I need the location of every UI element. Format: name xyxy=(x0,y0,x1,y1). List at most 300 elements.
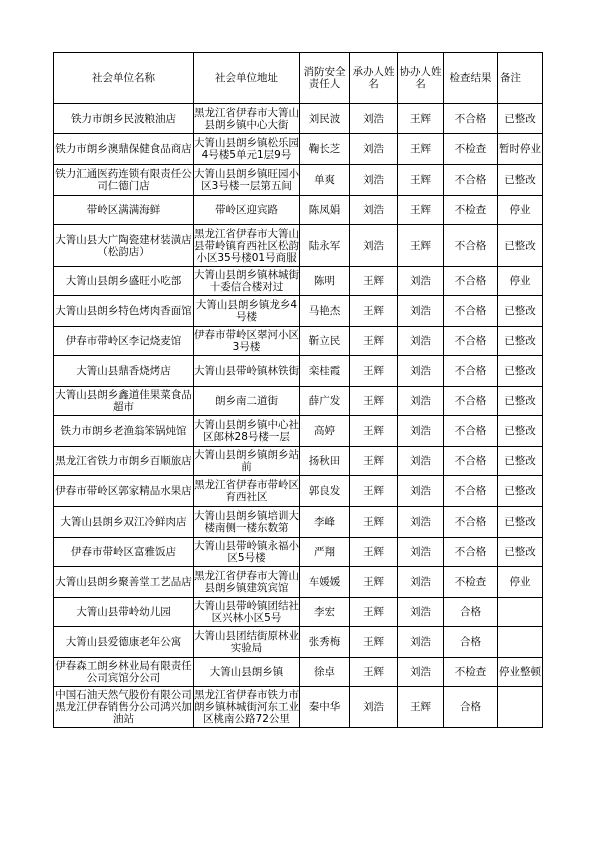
table-row xyxy=(54,507,543,538)
table-row xyxy=(54,567,543,598)
note-text: 已整改 xyxy=(504,395,536,407)
cell-assistant xyxy=(398,104,444,134)
inspection-result-text: 合格 xyxy=(460,636,481,648)
cell-inspection-result xyxy=(444,658,498,687)
cell-handler xyxy=(350,267,398,296)
cell-note xyxy=(498,327,543,356)
cell-assistant xyxy=(398,627,444,658)
header-result: 检查结果 xyxy=(444,53,498,104)
assistant-text: 刘浩 xyxy=(410,576,431,588)
inspection-result-text: 不合格 xyxy=(454,275,487,287)
handler-text: 王辉 xyxy=(363,305,384,317)
cell-handler xyxy=(350,134,398,165)
unit-address-text: 黑龙江省伊春市大箐山县带岭镇育西社区松韵小区35号楼01号商服 xyxy=(194,227,299,264)
cell-unit-address xyxy=(194,196,300,225)
unit-name-text: 伊春森工朗乡林业局有限责任公司宾馆分公司 xyxy=(55,660,192,684)
cell-note xyxy=(498,267,543,296)
cell-handler xyxy=(350,225,398,267)
unit-address-text: 大箐山县朗乡镇 xyxy=(209,666,284,678)
inspection-result-text: 合格 xyxy=(460,606,481,618)
inspection-result-text: 不合格 xyxy=(454,365,487,377)
unit-address-text: 黑龙江省伊春市铁力市朗乡镇林城街河东工业区桃南公路72公里 xyxy=(194,689,299,725)
cell-unit-address xyxy=(194,416,300,447)
unit-name-text: 大箐山县爱德康老年公寓 xyxy=(65,636,182,648)
unit-address-text: 大箐山县朗乡镇龙乡4号楼 xyxy=(195,299,298,323)
inspection-result-text: 不合格 xyxy=(454,112,487,125)
cell-assistant xyxy=(398,387,444,416)
handler-text: 王辉 xyxy=(363,335,384,347)
assistant-text: 刘浩 xyxy=(410,485,431,497)
cell-inspection-result xyxy=(444,327,498,356)
cell-unit-address xyxy=(194,476,300,507)
cell-handler xyxy=(350,476,398,507)
assistant-text: 刘浩 xyxy=(410,516,431,528)
cell-note xyxy=(498,225,543,267)
cell-inspection-result xyxy=(444,416,498,447)
note-text: 已整改 xyxy=(504,305,536,317)
handler-text: 刘浩 xyxy=(363,239,384,252)
cell-inspection-result xyxy=(444,134,498,165)
table-row xyxy=(54,387,543,416)
safety-person-text: 栾桂霞 xyxy=(308,365,341,377)
cell-handler xyxy=(350,104,398,134)
cell-inspection-result xyxy=(444,598,498,627)
cell-unit-address xyxy=(194,598,300,627)
cell-note xyxy=(498,165,543,196)
unit-name-text: 铁力市朗乡民波粮油店 xyxy=(71,112,176,125)
note-text: 已整改 xyxy=(504,485,536,497)
cell-assistant xyxy=(398,356,444,387)
unit-name-text: 大箐山县朗乡聚善堂工艺品店 xyxy=(55,576,192,588)
safety-person-text: 高婷 xyxy=(314,425,335,437)
cell-unit-name xyxy=(54,447,194,476)
cell-inspection-result xyxy=(444,567,498,598)
unit-address-text: 黑龙江省伊春市大箐山县朗乡镇建筑宾馆 xyxy=(194,570,299,594)
cell-unit-name xyxy=(54,104,194,134)
cell-inspection-result xyxy=(444,538,498,567)
handler-text: 王辉 xyxy=(363,365,384,377)
inspection-result-text: 不合格 xyxy=(454,455,487,467)
safety-person-text: 靳立民 xyxy=(308,335,341,347)
cell-note xyxy=(498,627,543,658)
cell-handler xyxy=(350,416,398,447)
cell-assistant xyxy=(398,538,444,567)
inspection-result-text: 不合格 xyxy=(454,239,487,252)
cell-unit-address xyxy=(194,538,300,567)
safety-person-text: 李宏 xyxy=(314,606,335,618)
unit-address-text: 黑龙江省伊春市带岭区育西社区 xyxy=(194,479,299,503)
unit-name-text: 伊春市带岭区李记烧麦馆 xyxy=(65,335,182,347)
handler-text: 王辉 xyxy=(363,576,384,588)
cell-handler xyxy=(350,627,398,658)
cell-inspection-result xyxy=(444,225,498,267)
note-text: 停业整顿 xyxy=(499,666,541,678)
cell-note xyxy=(498,104,543,134)
cell-assistant xyxy=(398,476,444,507)
cell-assistant xyxy=(398,134,444,165)
inspection-result-text: 不合格 xyxy=(454,395,487,407)
unit-address-text: 大箐山县团结街原林业实验局 xyxy=(194,630,299,654)
cell-unit-name xyxy=(54,416,194,447)
cell-assistant xyxy=(398,416,444,447)
handler-text: 王辉 xyxy=(363,606,384,618)
cell-unit-name xyxy=(54,538,194,567)
table-row xyxy=(54,104,543,134)
note-text: 已整改 xyxy=(504,546,536,558)
cell-assistant xyxy=(398,598,444,627)
cell-assistant xyxy=(398,507,444,538)
cell-unit-name xyxy=(54,296,194,327)
note-text: 停业 xyxy=(509,204,531,216)
cell-unit-address xyxy=(194,225,300,267)
note-text: 停业 xyxy=(509,275,531,287)
cell-assistant xyxy=(398,658,444,687)
cell-handler xyxy=(350,687,398,728)
header-assistant: 协办人姓名 xyxy=(398,53,444,104)
unit-name-text: 伊春市带岭区郭家精品水果店 xyxy=(55,485,192,497)
cell-inspection-result xyxy=(444,447,498,476)
cell-note xyxy=(498,507,543,538)
unit-address-text: 大箐山县朗乡镇旺园小区3号楼一层第五间 xyxy=(194,168,299,192)
cell-handler xyxy=(350,447,398,476)
cell-assistant xyxy=(398,567,444,598)
cell-note xyxy=(498,296,543,327)
inspection-table xyxy=(53,52,543,728)
cell-unit-address xyxy=(194,356,300,387)
cell-unit-address xyxy=(194,658,300,687)
inspection-result-text: 不合格 xyxy=(454,335,487,347)
unit-address-text: 带岭区迎宾路 xyxy=(215,204,278,216)
header-handler: 承办人姓名 xyxy=(350,53,398,104)
note-text: 已整改 xyxy=(504,335,536,347)
table-row xyxy=(54,598,543,627)
table-row xyxy=(54,134,543,165)
cell-unit-address xyxy=(194,387,300,416)
cell-note xyxy=(498,658,543,687)
unit-address-text: 大箐山县朗乡镇松乐园4号楼5单元1层9号 xyxy=(194,137,299,161)
cell-note xyxy=(498,476,543,507)
cell-unit-name xyxy=(54,225,194,267)
cell-assistant xyxy=(398,687,444,728)
handler-text: 王辉 xyxy=(363,455,384,467)
cell-handler xyxy=(350,658,398,687)
unit-name-text: 大箐山县朗乡双江冷鲜肉店 xyxy=(60,516,187,528)
assistant-text: 王辉 xyxy=(410,204,431,216)
cell-safety-person xyxy=(300,196,350,225)
cell-note xyxy=(498,356,543,387)
table-row xyxy=(54,476,543,507)
inspection-result-text: 不合格 xyxy=(454,305,487,317)
safety-person-text: 严翔 xyxy=(314,546,335,558)
cell-unit-name xyxy=(54,658,194,687)
safety-person-text: 单爽 xyxy=(314,174,335,186)
safety-person-text: 徐卓 xyxy=(314,666,335,678)
assistant-text: 刘浩 xyxy=(410,305,431,317)
cell-handler xyxy=(350,507,398,538)
unit-address-text: 大箐山县朗乡镇培训大楼南侧一楼东数第 xyxy=(194,510,299,534)
assistant-text: 王辉 xyxy=(410,174,431,186)
handler-text: 王辉 xyxy=(363,275,384,287)
safety-person-text: 李峰 xyxy=(314,516,335,528)
inspection-result-text: 合格 xyxy=(460,701,481,713)
cell-note xyxy=(498,416,543,447)
cell-unit-address xyxy=(194,567,300,598)
inspection-result-text: 不合格 xyxy=(454,485,487,497)
cell-unit-name xyxy=(54,627,194,658)
cell-unit-address xyxy=(194,296,300,327)
cell-note xyxy=(498,567,543,598)
safety-person-text: 薛广发 xyxy=(308,395,341,407)
note-text: 已整改 xyxy=(504,174,536,186)
cell-inspection-result xyxy=(444,507,498,538)
cell-note xyxy=(498,447,543,476)
table-row xyxy=(54,356,543,387)
cell-inspection-result xyxy=(444,476,498,507)
cell-handler xyxy=(350,538,398,567)
assistant-text: 刘浩 xyxy=(410,546,431,558)
cell-unit-name xyxy=(54,687,194,728)
cell-unit-name xyxy=(54,196,194,225)
cell-unit-address xyxy=(194,327,300,356)
table-header xyxy=(54,53,543,104)
table-row xyxy=(54,687,543,728)
cell-unit-address xyxy=(194,447,300,476)
cell-assistant xyxy=(398,447,444,476)
cell-safety-person xyxy=(300,225,350,267)
cell-safety-person xyxy=(300,538,350,567)
cell-note xyxy=(498,687,543,728)
table-row xyxy=(54,447,543,476)
cell-safety-person xyxy=(300,267,350,296)
cell-safety-person xyxy=(300,658,350,687)
cell-safety-person xyxy=(300,447,350,476)
cell-safety-person xyxy=(300,104,350,134)
cell-safety-person xyxy=(300,687,350,728)
safety-person-text: 张秀梅 xyxy=(308,636,341,648)
handler-text: 刘浩 xyxy=(363,701,384,713)
header-note: 备注 xyxy=(498,53,543,104)
inspection-result-text: 不合格 xyxy=(454,425,487,437)
note-text: 停业 xyxy=(509,576,531,588)
assistant-text: 王辉 xyxy=(410,143,431,155)
safety-person-text: 扬秋田 xyxy=(308,455,341,467)
assistant-text: 刘浩 xyxy=(410,425,431,437)
assistant-text: 刘浩 xyxy=(410,636,431,648)
handler-text: 王辉 xyxy=(363,485,384,497)
cell-safety-person xyxy=(300,598,350,627)
cell-inspection-result xyxy=(444,104,498,134)
inspection-result-text: 不检查 xyxy=(454,143,487,155)
cell-unit-name xyxy=(54,134,194,165)
cell-note xyxy=(498,598,543,627)
assistant-text: 刘浩 xyxy=(410,395,431,407)
cell-inspection-result xyxy=(444,356,498,387)
cell-inspection-result xyxy=(444,296,498,327)
header-name: 社会单位名称 xyxy=(54,53,194,104)
handler-text: 王辉 xyxy=(363,666,384,678)
cell-assistant xyxy=(398,165,444,196)
unit-name-text: 大箐山县朗乡鑫道佳果菜食品超市 xyxy=(55,389,192,413)
inspection-result-text: 不合格 xyxy=(454,174,487,186)
assistant-text: 刘浩 xyxy=(410,666,431,678)
table-row xyxy=(54,327,543,356)
unit-address-text: 大箐山县带岭镇团结社区兴林小区5号 xyxy=(194,600,299,624)
handler-text: 刘浩 xyxy=(363,143,384,155)
note-text: 已整改 xyxy=(504,516,536,528)
table-row xyxy=(54,627,543,658)
assistant-text: 刘浩 xyxy=(410,335,431,347)
cell-unit-name xyxy=(54,387,194,416)
handler-text: 刘浩 xyxy=(363,204,384,216)
safety-person-text: 郭良发 xyxy=(308,485,341,497)
header-address: 社会单位地址 xyxy=(194,53,300,104)
cell-unit-address xyxy=(194,507,300,538)
unit-address-text: 大箐山县带岭镇林铁街 xyxy=(194,365,299,377)
cell-handler xyxy=(350,296,398,327)
safety-person-text: 陈明 xyxy=(314,275,335,287)
unit-address-text: 大箐山县朗乡镇中心社区郎林28号楼一层 xyxy=(194,419,299,443)
cell-safety-person xyxy=(300,134,350,165)
cell-safety-person xyxy=(300,356,350,387)
note-text: 暂时停业 xyxy=(499,143,541,155)
handler-text: 刘浩 xyxy=(363,174,384,186)
unit-address-text: 大箐山县朗乡镇朗乡站前 xyxy=(194,449,299,473)
cell-unit-name xyxy=(54,507,194,538)
assistant-text: 刘浩 xyxy=(410,455,431,467)
handler-text: 王辉 xyxy=(363,516,384,528)
safety-person-text: 鞠长芝 xyxy=(308,143,341,155)
cell-inspection-result xyxy=(444,687,498,728)
cell-handler xyxy=(350,598,398,627)
safety-person-text: 陆永军 xyxy=(308,239,341,252)
unit-name-text: 大箐山县朗乡特色烤肉香面馆 xyxy=(55,305,192,317)
cell-assistant xyxy=(398,327,444,356)
cell-unit-address xyxy=(194,134,300,165)
cell-unit-name xyxy=(54,598,194,627)
safety-person-text: 秦中华 xyxy=(308,701,341,713)
table-row xyxy=(54,165,543,196)
inspection-result-text: 不检查 xyxy=(454,666,487,678)
cell-unit-address xyxy=(194,267,300,296)
table-row xyxy=(54,196,543,225)
note-text: 已整改 xyxy=(504,425,536,437)
safety-person-text: 刘民波 xyxy=(308,112,341,125)
cell-unit-name xyxy=(54,267,194,296)
table-row xyxy=(54,416,543,447)
cell-unit-address xyxy=(194,687,300,728)
cell-safety-person xyxy=(300,567,350,598)
unit-name-text: 铁力市朗乡老渔翁笨锅炖馆 xyxy=(60,425,187,437)
unit-name-text: 黑龙江省铁力市朗乡百顺旅店 xyxy=(55,455,192,467)
handler-text: 王辉 xyxy=(363,395,384,407)
cell-inspection-result xyxy=(444,267,498,296)
unit-address-text: 黑龙江省伊春市大箐山县朗乡镇中心大街 xyxy=(194,106,299,131)
safety-person-text: 马艳杰 xyxy=(308,305,341,317)
cell-note xyxy=(498,387,543,416)
cell-handler xyxy=(350,356,398,387)
unit-address-text: 大箐山县带岭镇永福小区5号楼 xyxy=(194,540,299,564)
handler-text: 刘浩 xyxy=(363,112,384,125)
inspection-result-text: 不合格 xyxy=(454,516,487,528)
unit-name-text: 大箐山县鼎香烧烤店 xyxy=(76,365,171,377)
cell-unit-address xyxy=(194,627,300,658)
unit-name-text: 大箐山县大广陶瓷建材装潢店（松韵店） xyxy=(55,233,192,258)
assistant-text: 刘浩 xyxy=(410,606,431,618)
cell-unit-address xyxy=(194,104,300,134)
cell-assistant xyxy=(398,225,444,267)
note-text: 已整改 xyxy=(504,365,536,377)
table-body xyxy=(54,104,543,728)
note-text: 已整改 xyxy=(504,239,536,252)
inspection-result-text: 不检查 xyxy=(454,204,487,216)
cell-safety-person xyxy=(300,387,350,416)
cell-note xyxy=(498,538,543,567)
cell-inspection-result xyxy=(444,165,498,196)
cell-unit-address xyxy=(194,165,300,196)
table-row xyxy=(54,538,543,567)
unit-name-text: 大箐山县朗乡盛旺小吃部 xyxy=(65,275,182,287)
cell-unit-name xyxy=(54,567,194,598)
assistant-text: 王辉 xyxy=(410,239,431,252)
assistant-text: 刘浩 xyxy=(410,275,431,287)
unit-address-text: 朗乡南二道街 xyxy=(215,395,278,407)
table-row xyxy=(54,225,543,267)
inspection-result-text: 不检查 xyxy=(454,576,487,588)
safety-person-text: 车媛媛 xyxy=(308,576,341,588)
cell-safety-person xyxy=(300,476,350,507)
cell-safety-person xyxy=(300,627,350,658)
cell-note xyxy=(498,196,543,225)
cell-assistant xyxy=(398,296,444,327)
note-text: 已整改 xyxy=(504,112,536,125)
cell-unit-name xyxy=(54,356,194,387)
cell-handler xyxy=(350,196,398,225)
unit-name-text: 铁力汇通医药连锁有限责任公司仁德门店 xyxy=(55,168,192,192)
handler-text: 王辉 xyxy=(363,636,384,648)
cell-safety-person xyxy=(300,296,350,327)
table-row xyxy=(54,296,543,327)
cell-handler xyxy=(350,165,398,196)
unit-name-text: 中国石油天然气股份有限公司黑龙江伊春销售分公司鸿兴加油站 xyxy=(55,689,192,725)
cell-unit-name xyxy=(54,327,194,356)
table-row xyxy=(54,658,543,687)
unit-name-text: 带岭区满满海鲜 xyxy=(86,204,161,216)
cell-handler xyxy=(350,387,398,416)
cell-unit-name xyxy=(54,165,194,196)
assistant-text: 刘浩 xyxy=(410,365,431,377)
unit-name-text: 大箐山县带岭幼儿园 xyxy=(76,606,171,618)
cell-handler xyxy=(350,327,398,356)
unit-name-text: 伊春市带岭区富雅饭店 xyxy=(71,546,176,558)
cell-inspection-result xyxy=(444,387,498,416)
unit-address-text: 大箐山县朗乡镇林城街十委信合楼对过 xyxy=(194,269,299,293)
safety-person-text: 陈凤娟 xyxy=(308,204,341,216)
unit-address-text: 伊春市带岭区翠河小区3号楼 xyxy=(194,329,299,353)
cell-safety-person xyxy=(300,165,350,196)
cell-unit-name xyxy=(54,476,194,507)
assistant-text: 王辉 xyxy=(410,701,431,713)
cell-handler xyxy=(350,567,398,598)
note-text: 已整改 xyxy=(504,455,536,467)
handler-text: 王辉 xyxy=(363,546,384,558)
table-row xyxy=(54,267,543,296)
unit-name-text: 铁力市朗乡澳鼎保健食品商店 xyxy=(55,143,192,155)
cell-inspection-result xyxy=(444,627,498,658)
header-safety-person: 消防安全责任人 xyxy=(300,53,350,104)
cell-assistant xyxy=(398,267,444,296)
cell-assistant xyxy=(398,196,444,225)
cell-safety-person xyxy=(300,416,350,447)
